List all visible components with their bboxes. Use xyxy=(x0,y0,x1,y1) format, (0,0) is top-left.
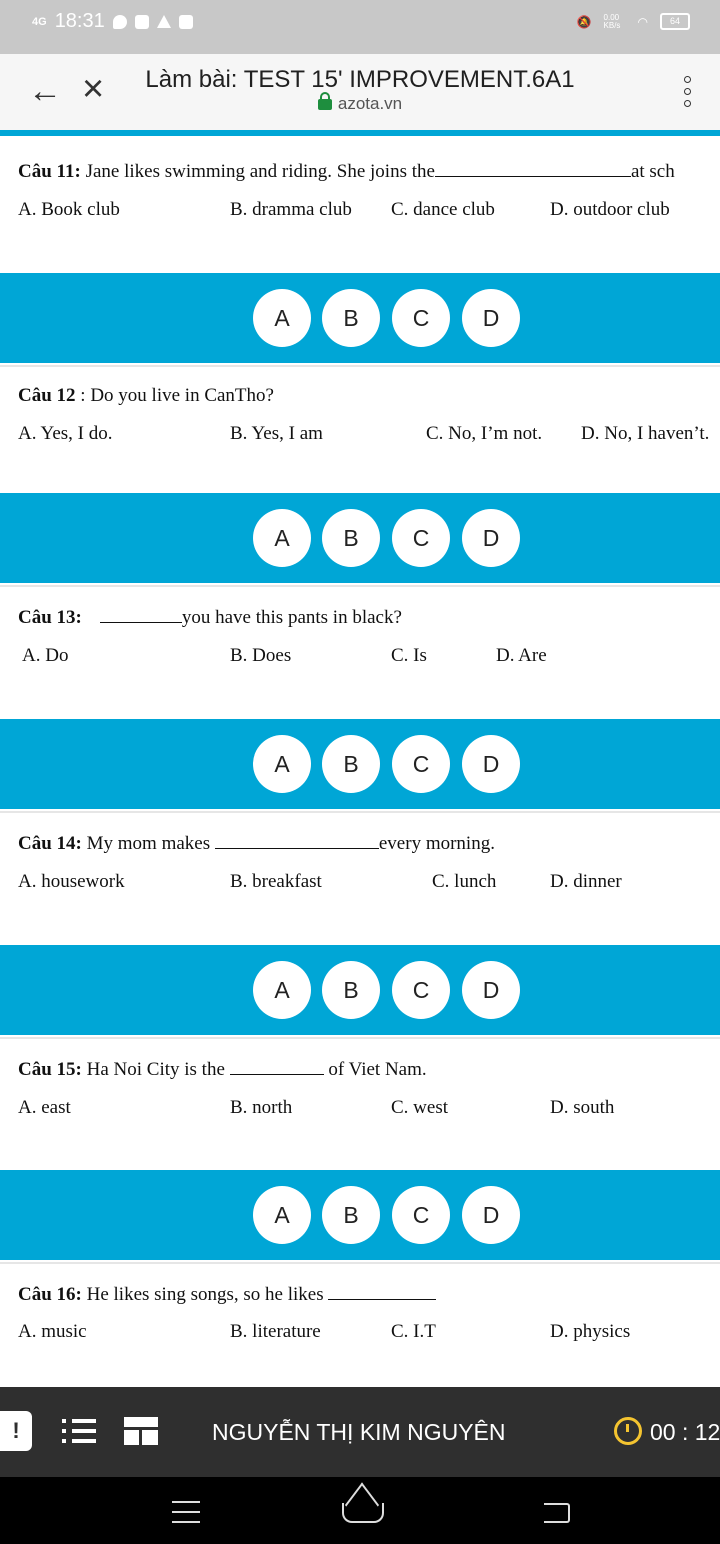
divider xyxy=(0,1037,720,1039)
more-menu-icon[interactable] xyxy=(684,76,692,107)
divider xyxy=(0,585,720,587)
option-c: C. Is xyxy=(391,645,427,666)
option-a: A. Book club xyxy=(18,199,120,220)
option-d: D. physics xyxy=(550,1321,631,1342)
countdown-timer: 00 : 12 xyxy=(650,1419,720,1445)
option-c: C. No, I’m not. xyxy=(426,423,543,444)
lock-icon xyxy=(318,99,332,110)
divider xyxy=(0,1262,720,1264)
question-15: Câu 15: Ha Noi City is the of Viet Nam. xyxy=(18,1059,427,1080)
home-icon[interactable] xyxy=(342,1503,384,1523)
option-c: C. dance club xyxy=(391,199,495,220)
answer-bar-15 xyxy=(0,1170,720,1260)
wifi-icon: ◠ xyxy=(637,14,648,29)
option-b: B. Yes, I am xyxy=(230,423,323,444)
option-b: B. dramma club xyxy=(230,199,352,220)
recent-apps-icon[interactable] xyxy=(172,1501,200,1531)
answer-b-button[interactable]: B xyxy=(322,961,380,1019)
option-d: D. No, I haven’t. xyxy=(581,423,710,444)
answer-c-button[interactable]: C xyxy=(392,961,450,1019)
option-a: A. Yes, I do. xyxy=(18,423,113,444)
question-12: Câu 12 : Do you live in CanTho? xyxy=(18,385,274,406)
url-text: azota.vn xyxy=(337,94,403,113)
exam-toolbar xyxy=(0,1387,720,1477)
question-16: Câu 16: He likes sing songs, so he likes xyxy=(18,1284,436,1306)
option-d: D. outdoor club xyxy=(550,199,670,220)
answer-d-button[interactable]: D xyxy=(462,735,520,793)
answer-bar-14 xyxy=(0,945,720,1035)
answer-b-button[interactable]: B xyxy=(322,1186,380,1244)
answer-a-button[interactable]: A xyxy=(253,961,311,1019)
question-13: Câu 13: you have this pants in black? xyxy=(18,607,402,628)
answer-c-button[interactable]: C xyxy=(392,289,450,347)
network-speed: 0.00 KB/s xyxy=(603,12,621,30)
option-a: A. east xyxy=(18,1097,71,1118)
option-a: A. Do xyxy=(22,645,69,666)
answer-b-button[interactable]: B xyxy=(322,289,380,347)
answer-c-button[interactable]: C xyxy=(392,735,450,793)
option-a: A. housework xyxy=(18,871,125,892)
answer-d-button[interactable]: D xyxy=(462,289,520,347)
facebook-icon xyxy=(135,15,149,29)
question-14: Câu 14: My mom makes every morning. xyxy=(18,833,495,854)
option-b: B. literature xyxy=(230,1321,321,1342)
answer-bar-13 xyxy=(0,719,720,809)
status-bar xyxy=(0,0,720,54)
network-indicator: 4G xyxy=(32,15,47,28)
option-d: D. south xyxy=(550,1097,615,1118)
answer-d-button[interactable]: D xyxy=(462,1186,520,1244)
question-11: Câu 11: Jane likes swimming and riding. She joins the at sch xyxy=(18,161,675,182)
report-button[interactable]: ! xyxy=(0,1411,32,1451)
option-d: D. Are xyxy=(496,645,547,666)
question-list-icon[interactable] xyxy=(62,1415,96,1447)
warning-icon xyxy=(157,15,171,28)
battery-icon: 64 xyxy=(660,13,690,30)
option-c: C. lunch xyxy=(432,871,497,892)
answer-b-button[interactable]: B xyxy=(322,735,380,793)
media-icon xyxy=(179,15,193,29)
option-b: B. breakfast xyxy=(230,871,322,892)
page-title: Làm bài: TEST 15' IMPROVEMENT.6A1 xyxy=(145,66,575,93)
answer-c-button[interactable]: C xyxy=(392,509,450,567)
back-icon[interactable] xyxy=(544,1503,570,1523)
layout-icon[interactable] xyxy=(124,1417,158,1445)
answer-d-button[interactable]: D xyxy=(462,961,520,1019)
divider xyxy=(0,365,720,367)
answer-c-button[interactable]: C xyxy=(392,1186,450,1244)
answer-a-button[interactable]: A xyxy=(253,735,311,793)
system-nav-bar xyxy=(0,1477,720,1544)
option-b: B. north xyxy=(230,1097,293,1118)
option-c: C. west xyxy=(391,1097,448,1118)
answer-a-button[interactable]: A xyxy=(253,509,311,567)
accent-line xyxy=(0,130,720,136)
timer-icon xyxy=(614,1417,642,1445)
option-d: D. dinner xyxy=(550,871,622,892)
browser-toolbar xyxy=(0,54,720,130)
chat-icon xyxy=(113,15,127,29)
close-icon[interactable]: × xyxy=(82,68,105,110)
answer-bar-11 xyxy=(0,273,720,363)
mute-icon: 🔕 xyxy=(576,14,592,29)
answer-a-button[interactable]: A xyxy=(253,1186,311,1244)
option-c: C. I.T xyxy=(391,1321,436,1342)
option-a: A. music xyxy=(18,1321,87,1342)
answer-bar-12 xyxy=(0,493,720,583)
status-time: 18:31 xyxy=(54,10,105,32)
answer-a-button[interactable]: A xyxy=(253,289,311,347)
divider xyxy=(0,811,720,813)
back-arrow-icon[interactable]: ← xyxy=(28,72,62,110)
option-b: B. Does xyxy=(230,645,292,666)
student-name: NGUYỄN THỊ KIM NGUYÊN xyxy=(212,1419,506,1445)
answer-d-button[interactable]: D xyxy=(462,509,520,567)
url-display xyxy=(0,94,720,114)
answer-b-button[interactable]: B xyxy=(322,509,380,567)
